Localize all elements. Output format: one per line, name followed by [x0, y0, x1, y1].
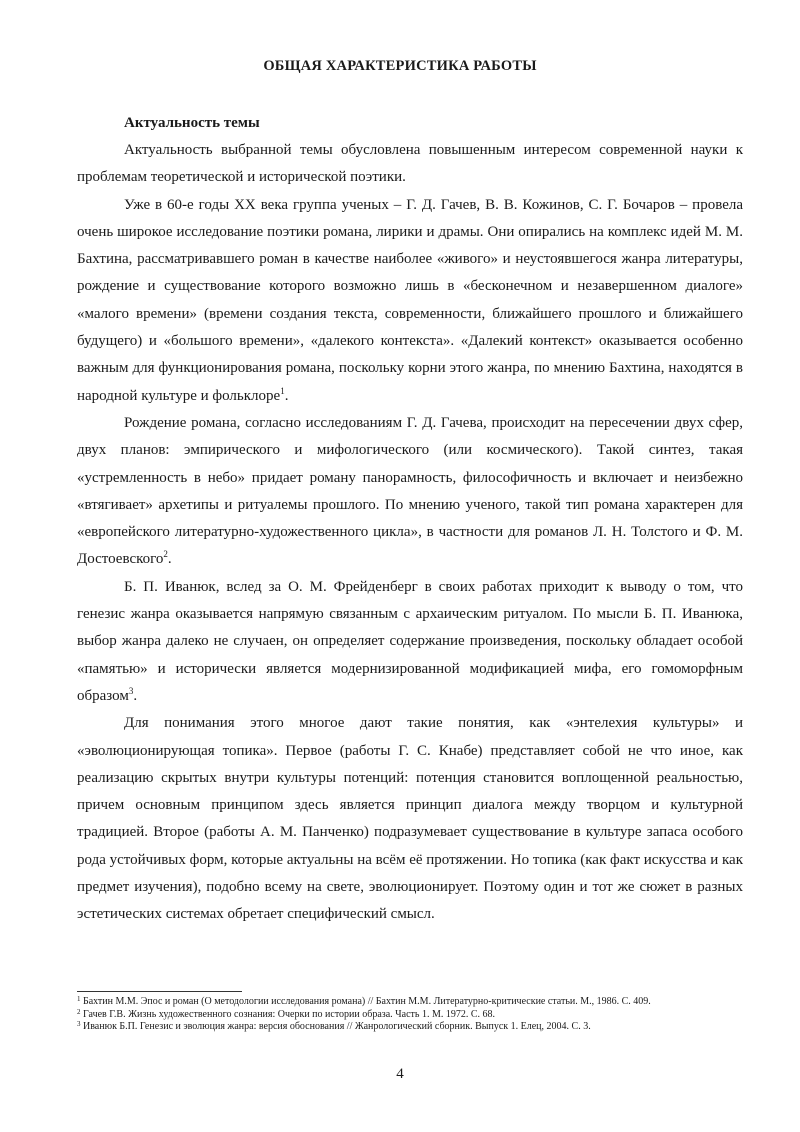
section-heading: Актуальность темы [124, 115, 260, 131]
paragraph-tail: . [167, 551, 172, 568]
footnote-number: 3 [77, 1020, 81, 1028]
paragraph-text: Уже в 60-е годы XX века группа ученых – Г. Д. Гачев, В. В. Кожинов, С. Г. Бочаров – провела очень широкое исследование поэтики романа, лирики и драмы. Они опирались на комплекс идей М. М. Бахтина, рассматривавшего роман в качестве наиболее «живого» и неустоявшегося жанра литературы, рождение и существование которого возможно лишь в «бесконечном и незавершенном диалоге» «малого времени» (времени создания текста, современности, ближайшего прошлого и ближайшего будущего) и «большого времени», «далекого контекста». «Далекий контекст» оказывается особенно важным для функционирования романа, поскольку корни этого жанра, по мнению Бахтина, находятся в народной культуре и фольклоре [77, 196, 743, 404]
footnotes [77, 996, 743, 1034]
footnote-3 [77, 1021, 743, 1034]
footnote-2 [77, 1009, 743, 1022]
footnote-ref-3[interactable]: 3 [128, 685, 134, 696]
footnote-number: 1 [77, 995, 81, 1003]
paragraph-1 [77, 137, 743, 192]
paragraph-tail: . [284, 387, 289, 404]
footnote-1 [77, 996, 743, 1009]
paragraph-5 [77, 710, 743, 928]
paragraph-text: Для понимания этого многое дают такие понятия, как «энтелехия культуры» и «эволюционирующая топика». Первое (работы Г. С. Кнабе) представляет собой не что иное, как реализацию скрытых внутри культуры потенций: потенция становится воплощенной реальностью, причем основным принципом здесь является принцип диалога между творцом и культурной традицией. Второе (работы А. М. Панченко) подразумевает существование в культуре запаса особого рода устойчивых форм, которые актуальны на всём её протяжении. Но топика (как факт искусства и как предмет изучения), подобно всему на свете, эволюционирует. Поэтому один и тот же сюжет в разных эстетических системах обретает специфический смысл. [77, 715, 743, 923]
paragraph-4 [77, 574, 743, 710]
footnote-text: Гачев Г.В. Жизнь художественного сознания: Очерки по истории образа. Часть 1. М. 1972. С. 68. [83, 1008, 496, 1020]
footnote-ref-2[interactable]: 2 [163, 549, 168, 560]
footnote-divider [77, 991, 242, 992]
body-text [77, 110, 743, 929]
paragraph-3 [77, 410, 743, 574]
paragraph-tail: . [133, 687, 138, 704]
page-title: ОБЩАЯ ХАРАКТЕРИСТИКА РАБОТЫ [263, 58, 537, 74]
footnote-ref-1[interactable]: 1 [280, 385, 285, 396]
footnote-number: 2 [77, 1007, 81, 1016]
footnote-text: Бахтин М.М. Эпос и роман (О методологии исследования романа) // Бахтин М.М. Литературно-критические статьи. М., 1986. С. 409. [83, 996, 651, 1007]
paragraph-text: Б. П. Иванюк, вслед за О. М. Фрейденберг в своих работах приходит к выводу о том, что генезис жанра оказывается напрямую связанным с архаическим ритуалом. По мысли Б. П. Иванюка, выбор жанра далеко не случаен, он определяет содержание произведения, поскольку обладает особой «памятью» и исторически является модернизированной модификацией мифа, его гомоморфным образом [77, 578, 743, 704]
page-number: 4 [396, 1066, 404, 1082]
paragraph-2 [77, 192, 743, 410]
footnote-text: Иванюк Б.П. Генезис и эволюция жанра: версия обоснования // Жанрологический сборник. Выпуск 1. Елец, 2004. С. 3. [83, 1021, 591, 1032]
paragraph-text: Рождение романа, согласно исследованиям Г. Д. Гачева, происходит на пересечении двух сфер, двух планов: эмпирического и мифологического (или космического). Такой синтез, такая «устремленность в небо» придает роману панорамность, философичность и включает и неизбежно «втягивает» архетипы и ритуалемы прошлого. По мнению ученого, такой тип романа характерен для «европейского литературно-художественного цикла», в частности для романов Л. Н. Толстого и Ф. М. Достоевского [77, 414, 743, 568]
paragraph-text: Актуальность выбранной темы обусловлена повышенным интересом современной науки к проблемам теоретической и исторической поэтики. [77, 142, 743, 186]
